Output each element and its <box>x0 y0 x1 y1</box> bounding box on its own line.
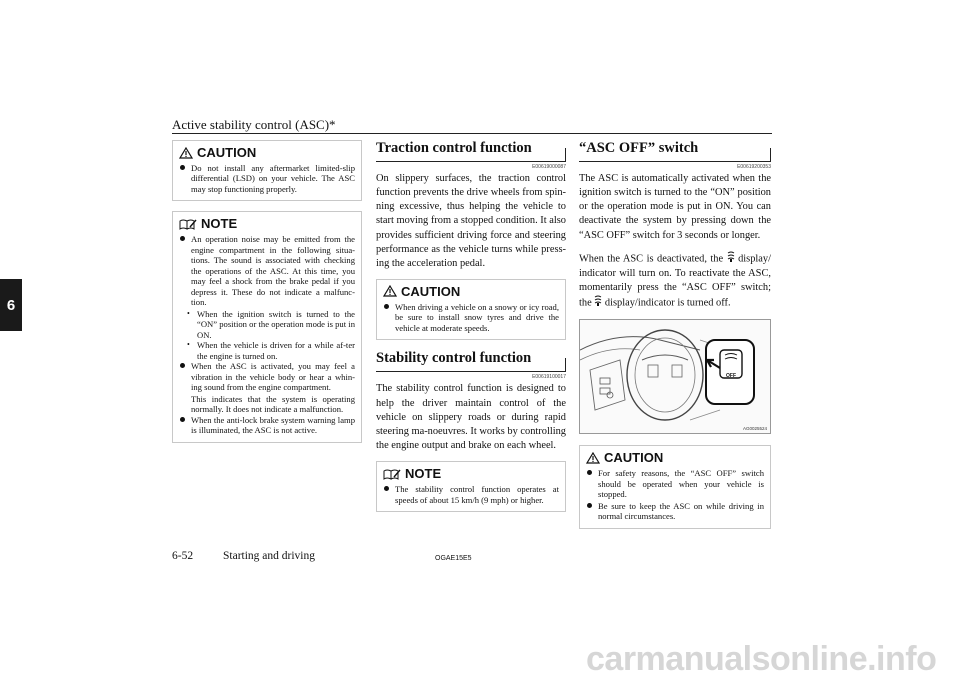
note-heading <box>179 216 355 231</box>
list-item: Do not install any aftermarket limited-slip differential (LSD) on your vehicle. The ASC may stop functioning properly. <box>179 163 355 194</box>
section-code: E00619000087 <box>532 164 566 170</box>
list-item: Be sure to keep the ASC on while driving in normal circumstances. <box>586 501 764 522</box>
bullet-icon <box>587 503 592 508</box>
list-item: An operation noise may be emitted from the engine compartment in the following situa-tions. The sound is associated with checking the operations of the ASC. At this time, you may feel a shock from the brake pedal if you depress it. These do not indicate a malfunc-tion. <box>179 234 355 307</box>
header-rule <box>172 133 772 134</box>
warning-triangle-icon <box>179 147 193 159</box>
page-header-title: Active stability control (ASC)* <box>172 117 336 132</box>
list-item: The stability control function operates at speeds of about 15 km/h (9 mph) or higher. <box>383 484 559 505</box>
column-middle <box>376 140 566 522</box>
watermark: carmanualsonline.info <box>586 640 937 678</box>
traction-body: On slippery surfaces, the traction control function prevents the drive wheels from spin-ning excessive, thus helping the vehicle to start moving from a stopped condition. It also provides sufficient driving force and steering performance as the vehicle turns while press-ing the acceleration pedal. <box>376 173 566 269</box>
note-label: NOTE <box>201 216 238 232</box>
column-left <box>172 140 362 453</box>
list-item: When driving a vehicle on a snowy or icy road, be sure to install snow tyres and drive the vehicle at moderate speeds. <box>383 302 559 333</box>
bullet-icon <box>180 417 185 422</box>
sub-list-item: • When the vehicle is driven for a while af-ter the engine is turned on. <box>187 340 355 361</box>
sub-list-item: • When the ignition switch is turned to the “ON” position or the operation mode is put in ON. <box>187 308 355 340</box>
dashboard-illustration <box>580 320 770 433</box>
bullet-icon <box>180 236 185 241</box>
list-item: When the anti-lock brake system warning lamp is illuminated, the ASC is not active. <box>179 415 355 436</box>
warning-triangle-icon <box>383 285 397 297</box>
asc-off-button-label: OFF <box>726 373 736 380</box>
asc-para-2: When the ASC is deactivated, the display/ indicator will turn on. To reactivate the ASC, momentarily press the “ASC OFF” switch; the display/indicator is turned off. <box>579 251 771 312</box>
asc-indicator-icon <box>727 251 735 267</box>
bullet-icon <box>180 165 185 170</box>
bullet-icon <box>587 470 592 475</box>
note-pencil-icon <box>383 468 401 480</box>
section-title-asc-off: “ASC OFF” switch <box>579 140 771 162</box>
asc-switch-figure <box>579 319 771 434</box>
caution-box-asc-off <box>579 445 771 528</box>
stability-body: The stability control function is designed to help the driver maintain control of the vehicle on slippery roads or during rapid steering ma-noeuvres. It works by controlling the engine output and brake on each wheel. <box>376 383 566 451</box>
footer-chapter: Starting and driving <box>223 550 315 562</box>
section-title-stability: Stability control function <box>376 350 566 372</box>
bullet-icon <box>180 363 185 368</box>
section-title-traction: Traction control function <box>376 140 566 162</box>
section-code: E00619100017 <box>532 374 566 381</box>
figure-code: AG0025524 <box>742 426 767 432</box>
caution-heading <box>586 450 764 465</box>
caution-box-lsd <box>172 140 362 201</box>
sub-bullet-icon: • <box>187 308 190 318</box>
list-item-continuation: This indicates that the system is operating normally. It does not indicate a malfunction. <box>191 393 355 415</box>
note-pencil-icon <box>179 218 197 230</box>
caution-label: CAUTION <box>401 283 461 299</box>
section-code: E00619200353 <box>737 164 771 170</box>
column-right <box>579 140 771 539</box>
asc-indicator-icon <box>594 295 602 311</box>
caution-heading <box>179 145 355 160</box>
chapter-tab: 6 <box>0 279 22 331</box>
asc-para-1: The ASC is automatically activated when the ignition switch is turned to the “ON” position or the operation mode is put in ON. You can deactivate the system by pressing down the “ASC OFF” switch for 3 seconds or longer. <box>579 173 771 241</box>
caution-heading <box>383 284 559 299</box>
list-item: For safety reasons, the “ASC OFF” switch should be operated when your vehicle is stopped. <box>586 468 764 499</box>
note-label: NOTE <box>405 466 442 482</box>
warning-triangle-icon <box>586 452 600 464</box>
caution-label: CAUTION <box>197 145 257 160</box>
note-box-speed <box>376 461 566 512</box>
sub-bullet-icon: • <box>187 340 190 350</box>
note-box-asc-noise <box>172 211 362 442</box>
bullet-icon <box>384 304 389 309</box>
footer-page-number: 6-52 <box>172 550 194 562</box>
list-item: When the ASC is activated, you may feel a vibration in the vehicle body or hear a whin-ing sound from the engine compartment. <box>179 361 355 392</box>
footer-doc-code: OGAE15E5 <box>435 555 472 562</box>
caution-label: CAUTION <box>604 450 664 466</box>
caution-box-snow <box>376 279 566 340</box>
note-heading <box>383 466 559 481</box>
bullet-icon <box>384 486 389 491</box>
